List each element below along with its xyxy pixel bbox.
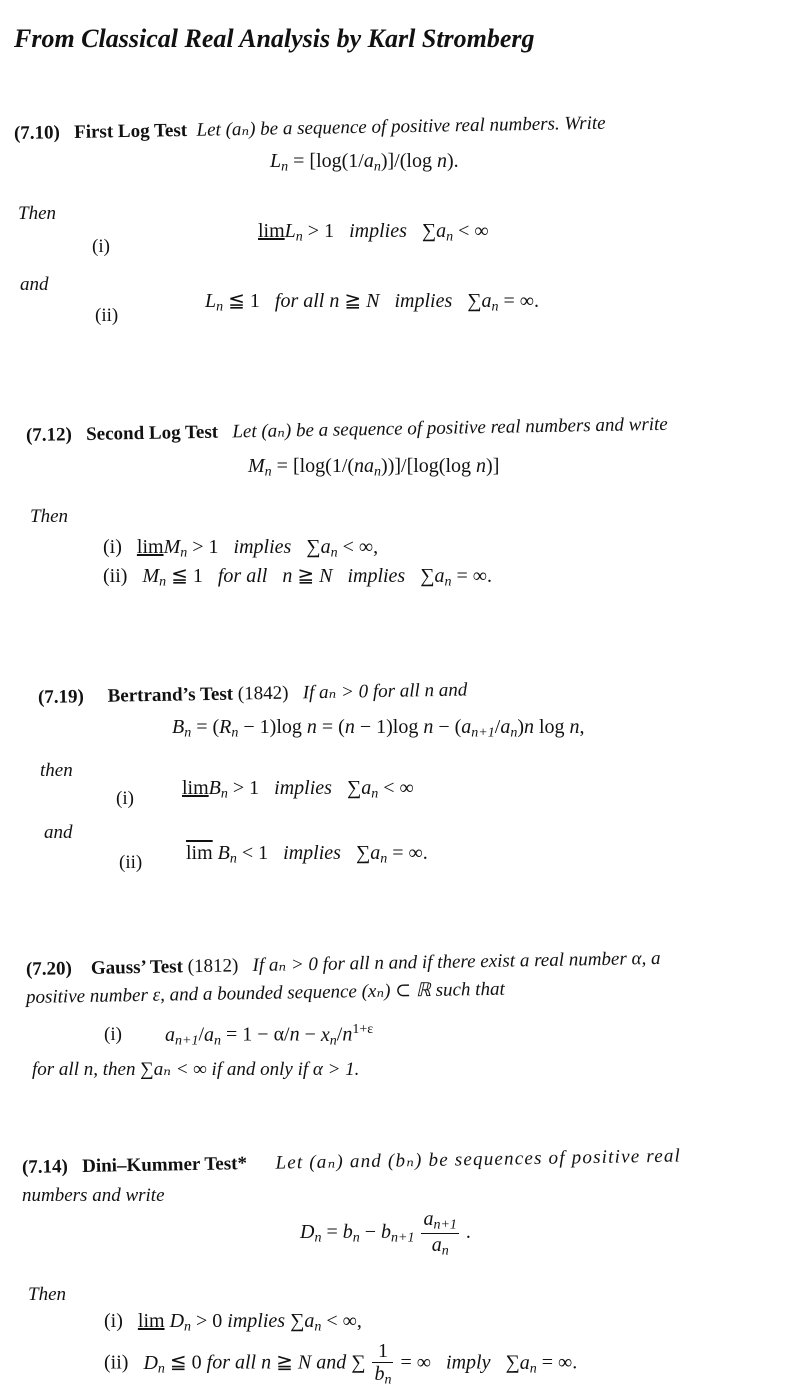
then-label: Then [18,203,56,224]
test-7-19-item-i: limB$_n$ > 1 implies $\sum a_n$ < ∞ [182,777,414,802]
and-label: and [20,274,49,295]
test-7-10-heading [14,112,606,145]
test-7-14-intro-cont: numbers and write [22,1185,165,1206]
then-label: then [40,760,73,781]
test-7-20-heading [26,947,661,981]
item-label: (i) [116,788,134,809]
test-number: (7.20) [25,958,73,980]
then-label: Then [30,506,68,527]
test-number: (7.19) [37,686,85,708]
test-number: (7.10) [13,122,61,144]
test-name: Bertrand’s Test [107,683,234,707]
test-7-10-definition: $L_n = [\log(1/a_n)]/(\log$ n). [270,150,459,175]
test-7-14-item-i: (i) $\lim D_n > 0$ implies $\sum a_n$ < ∞, [104,1310,362,1335]
item-label: (i) [92,236,110,257]
test-7-19-definition: $B_n = (R_n - 1)\log$ n = (n − 1)log $n - (a_{n+1}/a_n)n$ log n, [172,716,585,741]
page-title: From Classical Real Analysis by Karl Stromberg [14,24,535,53]
test-name: Second Log Test [85,421,219,445]
and-label: and [44,822,73,843]
test-intro: Let (aₙ) and (bₙ) be sequences of positive real [275,1145,682,1174]
test-7-12-item-ii: (ii) $M_n$ ≦ 1 for all n ≧ N implies $\sum a_n$ = ∞. [103,565,493,590]
test-intro: If aₙ > 0 for all n and if there exist a real number α, a [252,947,661,977]
test-7-12-heading [26,413,668,447]
test-number: (7.14) [21,1156,69,1178]
test-name: Gauss’ Test [90,956,184,979]
test-intro: Let (aₙ) be a sequence of positive real numbers. Write [196,112,606,141]
test-name: Dini–Kummer Test* [81,1153,248,1177]
item-label: (ii) [119,852,143,873]
test-7-10-item-ii: $L_n$ ≦ 1 for all n ≧ N implies $\sum a_n$ = ∞. [205,290,540,315]
test-7-14-item-ii: (ii) $D_n$ ≦ 0 for all n ≧ N and ∑ $\frac{1}{b_n}$ = ∞ imply $\sum a_n$ = ∞. [104,1340,578,1388]
test-7-19-heading [38,679,468,709]
test-7-20-intro-cont: positive number ε, and a bounded sequence (xₙ) ⊂ ℝ such that [25,978,505,1008]
test-7-20-item-i: $a_{n+1}/a_n = 1 - \alpha/n - x_n/n^{1+\varepsilon}$ [165,1022,374,1049]
test-7-19-item-ii: $\overline{lim}$ $B_n < 1$ implies $\sum a_n$ = ∞. [186,842,428,867]
test-year: (1812) [187,955,239,978]
item-label: (i) [104,1024,122,1045]
item-label: (ii) [95,305,119,326]
test-intro: If aₙ > 0 for all n and [302,679,468,704]
test-number: (7.12) [25,424,73,446]
then-label: Then [28,1284,66,1305]
test-7-14-heading [22,1144,681,1179]
test-7-14-definition: $D_n = b_n - b_{n+1}$ $\frac{a_{n+1}}{a_n}$ . [300,1208,471,1259]
test-name: First Log Test [73,119,188,143]
test-7-12-definition: $M_n = [\log(1/(na_n))]/[\log(\log$ n)] [248,455,500,480]
test-7-12-item-i: (i) limM$_n$ > 1 implies $\sum a_n$ < ∞, [103,536,379,561]
test-7-20-conclusion: for all n, then ∑aₙ < ∞ if and only if α > 1. [32,1059,360,1080]
test-intro: Let (aₙ) be a sequence of positive real numbers and write [232,413,668,443]
test-7-10-item-i: limL$_n$ > 1 implies $\sum a_n$ < ∞ [258,220,489,245]
test-year: (1842) [237,682,289,705]
